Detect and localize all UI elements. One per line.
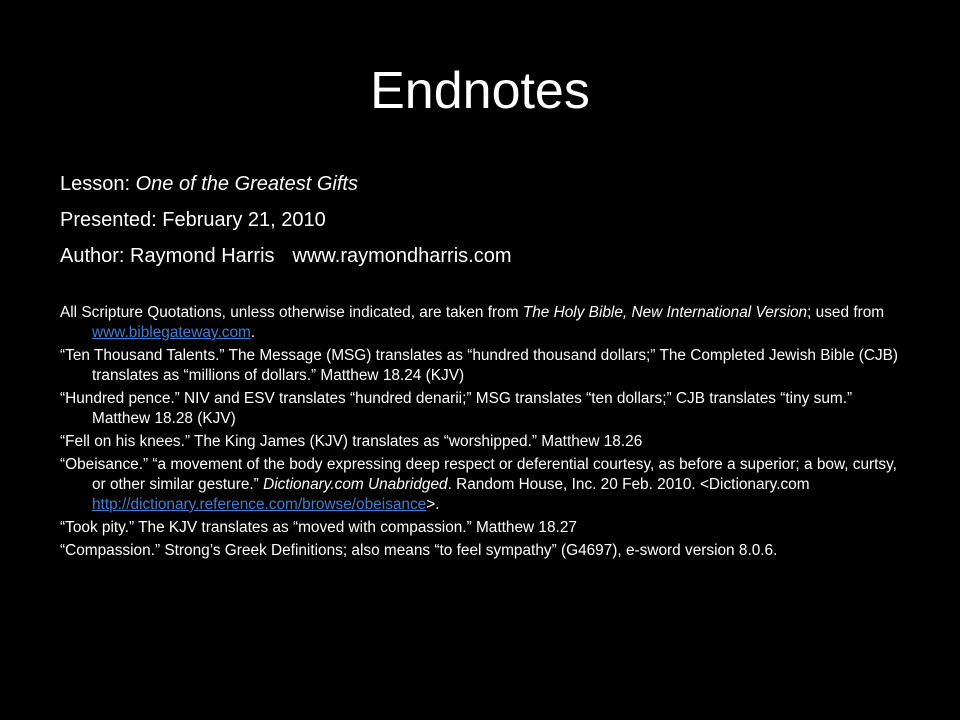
presented-date: February 21, 2010: [162, 209, 326, 231]
endnote-text: >.: [426, 496, 440, 513]
author-line: [60, 244, 920, 280]
endnote-text: ; used from: [807, 304, 885, 321]
endnote-compassion: “Compassion.” Strong’s Greek Definitions; also means “to feel sympathy” (G4697), e-sword version 8.0.6.: [60, 542, 778, 559]
endnote-text: . Random House, Inc. 20 Feb. 2010. <Dictionary.com: [447, 476, 810, 493]
lesson-info: [60, 172, 920, 280]
endnote-obeisance: [60, 455, 912, 515]
lesson-line: [60, 172, 920, 208]
lesson-label: Lesson:: [60, 173, 131, 195]
endnote-took-pity: “Took pity.” The KJV translates as “moved with compassion.” Matthew 18.27: [60, 519, 577, 536]
endnote-fell-on-knees: “Fell on his knees.” The King James (KJV) translates as “worshipped.” Matthew 18.26: [60, 433, 643, 450]
author-label: Author:: [60, 245, 125, 267]
endnote-text: All Scripture Quotations, unless otherwise indicated, are taken from: [60, 304, 523, 321]
endnotes-list: [60, 303, 912, 564]
presented-label: Presented:: [60, 209, 157, 231]
endnote-hundred-pence: “Hundred pence.” NIV and ESV translates “hundred denarii;” MSG translates “ten dollars;” CJB translates “tiny sum.” Matthew 18.28 (KJV): [60, 390, 853, 427]
endnote-scripture-source: [60, 303, 912, 343]
dictionary-title: Dictionary.com Unabridged: [263, 476, 448, 493]
endnote-ten-thousand-talents: “Ten Thousand Talents.” The Message (MSG) translates as “hundred thousand dollars;” The Completed Jewish Bible (CJB) translates as “millions of dollars.” Matthew 18.24 (KJV): [60, 347, 899, 384]
dictionary-link[interactable]: http://dictionary.reference.com/browse/obeisance: [92, 496, 427, 513]
presented-line: [60, 208, 920, 244]
author-website: www.raymondharris.com: [292, 245, 512, 267]
endnote-text: “Obeisance.” “a movement of the body expressing deep respect or deferential courtesy, as before a superior; a bow, curtsy, or other similar gesture.”: [60, 456, 897, 493]
biblegateway-link[interactable]: www.biblegateway.com: [92, 324, 251, 341]
endnote-text: .: [250, 324, 256, 341]
lesson-title: One of the Greatest Gifts: [135, 173, 358, 195]
author-name: Raymond Harris: [130, 245, 275, 267]
slide-title: Endnotes: [370, 62, 590, 120]
bible-title: The Holy Bible, New International Version: [522, 304, 808, 321]
